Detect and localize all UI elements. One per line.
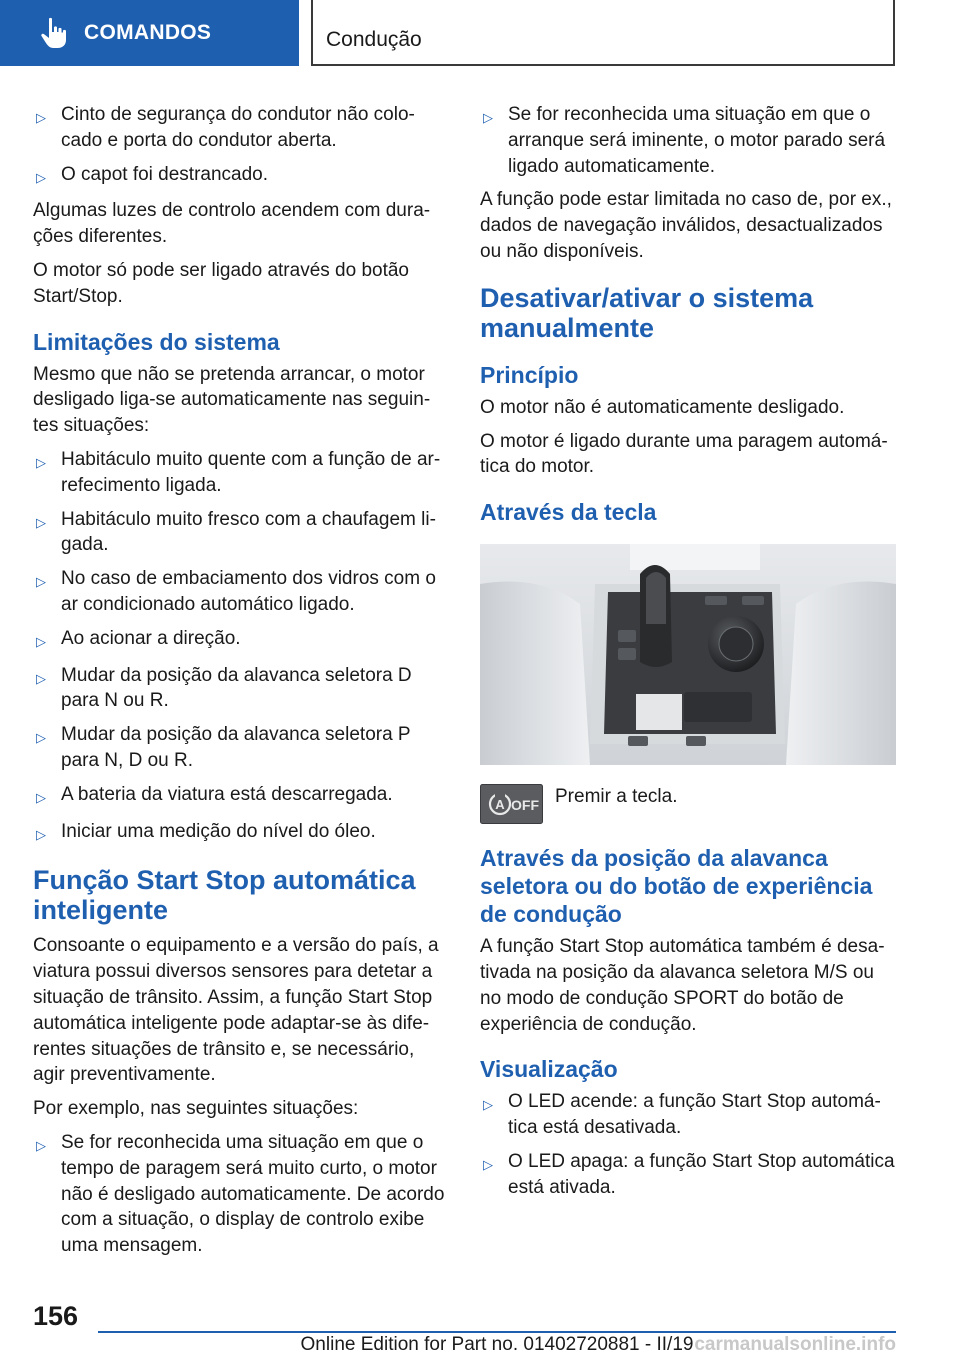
page-number: 156: [33, 1301, 79, 1331]
paragraph: A função pode estar limitada no caso de, por ex., dados de navegação inválidos, desactualizados ou não disponíveis.: [480, 189, 892, 262]
heading-atraves-tecla: Através da tecla: [480, 499, 657, 526]
button-instruction-row: [480, 784, 896, 824]
list-item: ▷ Se for reconhecida uma situação em que o arranque será iminente, o motor parado será ligado automaticamente.: [480, 102, 896, 179]
triangle-bullet-icon: ▷: [36, 789, 46, 805]
triangle-bullet-icon: ▷: [483, 110, 493, 125]
hand-pointer-icon: [34, 13, 74, 53]
right-column: [480, 102, 896, 1209]
paragraph: Mesmo que não se pretenda arrancar, o motor desligado liga-se automaticamente nas seguintes situações:: [33, 363, 431, 437]
left-column: [33, 102, 449, 1267]
list-item: ▷ Ao acionar a direção.: [33, 626, 449, 655]
heading-principio: Princípio: [480, 361, 579, 388]
list-item: ▷ Mudar da posição da alavanca seletora P para N, D ou R.: [33, 722, 449, 774]
off-button-label: OFF: [511, 797, 539, 814]
triangle-bullet-icon: ▷: [36, 514, 46, 530]
heading-funcao-start-stop: Função Start Stop automática inteligente: [33, 865, 416, 926]
paragraph: Por exemplo, nas seguintes situações:: [33, 1098, 359, 1120]
triangle-bullet-icon: ▷: [36, 574, 46, 590]
triangle-bullet-icon: ▷: [36, 670, 46, 686]
list-item: ▷ Habitáculo muito quente com a função de arrefecimento ligada.: [33, 447, 449, 499]
footer-divider: [98, 1331, 896, 1333]
heading-visualizacao: Visualização: [480, 1056, 618, 1083]
triangle-bullet-icon: ▷: [36, 826, 46, 842]
heading-atraves-posicao: Através da posição da alavanca seletora ou do botão de experiência de condução: [480, 845, 873, 928]
paragraph: O motor só pode ser ligado através do botão Start/Stop.: [33, 259, 410, 307]
svg-text:A: A: [495, 797, 505, 813]
list-item: ▷ A bateria da viatura está descarregada.: [33, 782, 449, 811]
paragraph: Algumas luzes de controlo acendem com durações diferentes.: [33, 200, 431, 248]
paragraph: O motor é ligado durante uma paragem automática do motor.: [480, 430, 888, 478]
triangle-bullet-icon: ▷: [36, 633, 46, 649]
triangle-bullet-icon: ▷: [36, 454, 46, 470]
heading-desativar: Desativar/ativar o sistema manualmente: [480, 282, 814, 343]
list-item: ▷ Se for reconhecida uma situação em que o tempo de paragem será muito curto, o motor não é desligado automaticamente. De acordo com a situação, o display de controlo exibe uma mensagem.: [33, 1130, 449, 1259]
list-item: ▷ Habitáculo muito fresco com a chaufagem ligada.: [33, 507, 449, 559]
list-item: ▷ O LED acende: a função Start Stop automática está desativada.: [480, 1089, 896, 1141]
list-item: ▷ O LED apaga: a função Start Stop automática está ativada.: [480, 1149, 896, 1201]
list-item: ▷ Cinto de segurança do condutor não colocado e porta do condutor aberta.: [33, 102, 449, 154]
triangle-bullet-icon: ▷: [36, 110, 46, 125]
list-item: ▷ Iniciar uma medição do nível do óleo.: [33, 819, 449, 848]
triangle-bullet-icon: ▷: [36, 1137, 46, 1153]
heading-limitacoes: Limitações do sistema: [33, 328, 280, 355]
paragraph: O motor não é automaticamente desligado.: [480, 396, 845, 418]
triangle-bullet-icon: ▷: [483, 1097, 493, 1113]
chapter-tab-label: COMANDOS: [84, 21, 212, 44]
triangle-bullet-icon: ▷: [36, 169, 46, 185]
triangle-bullet-icon: ▷: [483, 1156, 493, 1172]
triangle-bullet-icon: ▷: [36, 730, 46, 746]
list-item: ▷ No caso de embaciamento dos vidros com o ar condicionado automático ligado.: [33, 566, 449, 618]
paragraph: Consoante o equipamento e a versão do país, a viatura possui diversos sensores para detetar a situação de trânsito. Assim, a função Start Stop automática inteligente pode adaptar-se às diferentes situações de trânsito e, se necessário, agir preventivamente.: [33, 935, 439, 1086]
section-title: Condução: [326, 28, 422, 51]
button-caption: Premir a tecla.: [555, 786, 678, 808]
center-console-photo: [480, 544, 896, 765]
footer-edition: Online Edition for Part no. 01402720881 - II/19: [300, 1334, 694, 1355]
watermark: carmanualsonline.info: [694, 1334, 896, 1355]
paragraph: A função Start Stop automática também é desativada na posição da alavanca seletora M/S ou no modo de condução SPORT do botão de experiência de condução.: [480, 936, 885, 1035]
start-stop-off-button-icon: [480, 784, 543, 824]
chapter-tab[interactable]: [0, 0, 299, 66]
list-item: ▷ O capot foi destrancado.: [33, 162, 449, 191]
list-item: ▷ Mudar da posição da alavanca seletora D para N ou R.: [33, 663, 449, 715]
